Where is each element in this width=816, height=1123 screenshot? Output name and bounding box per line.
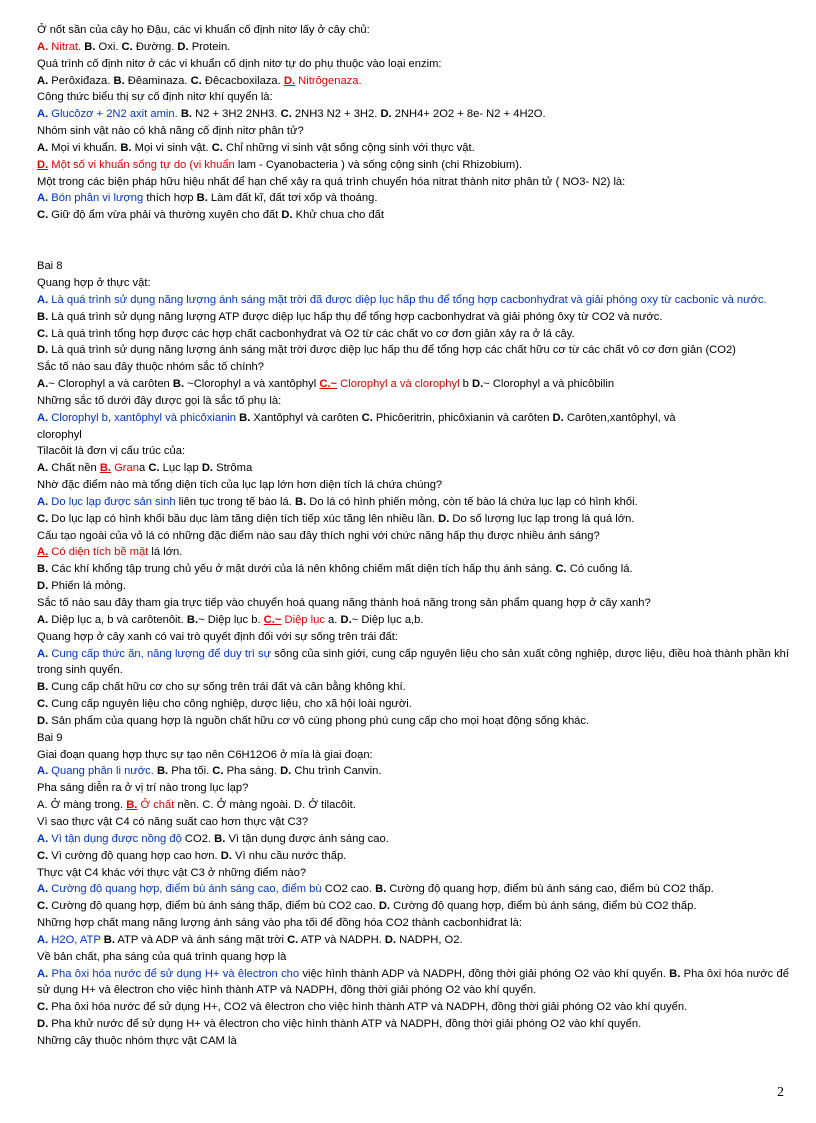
text-segment: C. — [121, 40, 133, 53]
text-segment: Oxi. — [95, 40, 122, 53]
text-segment: Khử chua cho đất — [292, 209, 385, 222]
text-line — [37, 106, 789, 123]
text-segment: D. — [220, 849, 232, 862]
text-segment: Sản phẩm của quang hợp là nguồn chất hữu cơ vô cùng phong phú cung cấp cho mọi hoạt động sống khác. — [48, 714, 590, 727]
text-line — [37, 797, 789, 814]
text-segment: Quá trình cố định nitơ ở các vi khuẩn cố dịnh nitơ tự do phụ thuộc vào loại enzim: — [37, 57, 442, 70]
text-segment: Cường độ quang hợp, điểm bù ánh sáng, điểm bù CO2 thấp. — [390, 900, 697, 913]
answer-highlight: Clorophyl b, xantôphyl và phicôxianin — [48, 411, 236, 424]
text-segment: A. Ở màng trong. — [37, 799, 127, 812]
text-segment: Pha tối. — [168, 765, 213, 778]
answer-highlight: H2O, ATP — [48, 933, 101, 946]
text-segment: Quang hợp ở cây xanh có vai trò quyết định đối với sự sống trên trái đất: — [37, 630, 398, 643]
text-segment: B. — [37, 563, 49, 576]
text-line — [37, 1033, 789, 1050]
text-segment: C. — [280, 108, 292, 121]
section-title: Bai 8 — [37, 260, 63, 273]
text-line — [37, 966, 789, 1000]
text-line — [37, 578, 789, 595]
text-segment: CO2 cao. — [321, 883, 376, 896]
text-segment: việc hình thành ADP và NADPH, đồng thời giải phóng O2 vào khí quyển. — [299, 967, 670, 980]
text-segment: Pha khử nước để sử dụng H+ và êlectron cho việc hình thành ATP và NADPH, đồng thời giải phóng O2 vào khí quyển. — [48, 1018, 642, 1031]
answer-highlight: A. — [37, 40, 49, 53]
text-segment: Về bản chất, pha sáng của quá trình quang hợp là — [37, 950, 287, 963]
answer-highlight: A. — [37, 647, 49, 660]
text-segment: a — [138, 462, 149, 475]
text-segment: C. — [37, 698, 49, 711]
text-segment: D. — [281, 209, 293, 222]
text-line — [37, 123, 789, 140]
text-segment: ~ Diệp lục a,b. — [351, 613, 424, 626]
text-segment: D. — [280, 765, 292, 778]
text-line — [37, 763, 789, 780]
text-segment: Do lục lạp có hình khối bầu dục làm tăng diện tích tiếp xúc tăng lên nhiều lần. — [48, 512, 439, 525]
text-segment: C. — [361, 411, 373, 424]
text-segment: Nhóm sinh vật nào có khả năng cố định nitơ phân tử? — [37, 125, 304, 138]
answer-highlight: A. — [37, 192, 49, 205]
text-segment: D. — [201, 462, 213, 475]
answer-highlight: Cường độ quang hợp, điểm bù ánh sáng cao, điểm bù — [48, 883, 322, 896]
text-line — [37, 629, 789, 646]
text-segment: Pha sáng. — [223, 765, 281, 778]
text-segment: Những sắc tố dưới đây được gọi là sắc tố phụ là: — [37, 394, 282, 407]
text-segment: D. — [340, 613, 352, 626]
text-segment: ~ Clorophyl a và phicôbilin — [483, 378, 615, 391]
text-line — [37, 494, 789, 511]
section-title: Bai 9 — [37, 731, 63, 744]
text-segment: Sắc tố nào sau đây tham gia trực tiếp vào chuyển hoá quang năng thành hoá năng trong sản phẩm quang hợp ở cây xanh? — [37, 597, 651, 609]
text-line — [37, 73, 789, 90]
text-segment: C. — [37, 900, 49, 913]
text-segment: Là quá trình sử dụng năng lượng ánh sáng mặt trời được diệp lục hấp thu để tổng hợp các chất hữu cơ từ các chất vô cơ đơn giản (CO2) — [48, 344, 736, 357]
text-line — [37, 713, 789, 730]
text-segment: thích hợp — [143, 192, 197, 205]
text-segment: B. — [186, 613, 199, 626]
text-segment: C. — [37, 512, 49, 525]
text-segment: B. — [103, 933, 115, 946]
text-segment: Cấu tạo ngoài của vỏ lá có những đặc điểm nào sau đây thích nghi với chức năng hấp thụ được nhiều ánh sáng? — [37, 529, 600, 542]
answer-highlight: A. — [37, 832, 49, 845]
text-segment: 2NH3 N2 + 3H2. — [291, 108, 381, 121]
text-segment: ~ Clorophyl a và carôten — [48, 378, 173, 391]
text-segment: A. — [37, 613, 49, 626]
text-segment: Vì tận dụng được ánh sáng cao. — [225, 832, 389, 845]
text-segment: Carôten,xantôphyl, và — [563, 411, 676, 424]
text-segment: B. — [375, 883, 387, 896]
text-segment: Pha ôxi hóa nước để sử dụng H+, CO2 và êlectron cho việc hình thành ATP và NADPH, đồng thời giải phóng O2 vào khí quyển. — [48, 1001, 688, 1014]
text-segment: Những cây thuộc nhóm thực vật CAM là — [37, 1034, 237, 1047]
text-segment: Đêcacboxilaza. — [201, 74, 284, 87]
text-line — [37, 157, 789, 174]
text-segment: Nhờ đặc điểm nào mà tổng diện tích của lục lạp lớn hơn diện tích lá chứa chúng? — [37, 479, 443, 492]
text-segment: C. — [287, 933, 299, 946]
answer-highlight: A. — [37, 495, 49, 508]
text-segment: C. — [148, 462, 160, 475]
text-line — [37, 376, 789, 393]
answer-highlight: Một số vi khuẩn sống tự do (vi khuẩn — [48, 158, 235, 171]
text-line — [37, 56, 789, 73]
text-line — [37, 326, 789, 343]
text-line — [37, 207, 789, 224]
text-segment: ATP và ADP và ánh sáng mặt trời — [114, 933, 288, 946]
text-segment: B. — [295, 495, 307, 508]
answer-highlight: Nitrat. — [48, 40, 82, 53]
text-segment: liên tục trong tế bào lá. — [175, 495, 295, 508]
text-line — [37, 410, 789, 427]
text-segment: Vì nhu cầu nước thấp. — [231, 849, 347, 862]
page-number: 2 — [777, 1085, 784, 1100]
answer-highlight: Cung cấp thức ăn, năng lượng để duy trì sự — [48, 647, 272, 660]
text-line — [37, 646, 789, 680]
text-segment: B. — [120, 141, 132, 154]
text-segment: A. — [37, 378, 49, 391]
text-segment: lá lớn. — [148, 546, 183, 559]
text-segment: C. — [37, 849, 49, 862]
text-line — [37, 309, 789, 326]
text-segment: C. — [37, 209, 49, 222]
text-segment: Những hợp chất mang năng lượng ánh sáng vào pha tối để đồng hóa CO2 thành cacbonhiđrat là: — [37, 917, 522, 930]
answer-highlight: Do lục lạp được sản sinh — [48, 495, 176, 508]
text-segment: Do số lượng lục lạp trong lá quá lớn. — [449, 512, 635, 525]
text-segment: Sắc tố nào sau đây thuộc nhóm sắc tố chính? — [37, 361, 265, 374]
text-segment: C. — [37, 327, 49, 340]
text-segment: Cường độ quang hợp, điểm bù ánh sáng cao, điểm bù CO2 thấp. — [386, 883, 714, 896]
text-segment: D. — [380, 108, 392, 121]
text-segment: Perôxiđaza. — [48, 74, 114, 87]
text-segment: Phicôeritrin, phicôxianin và carôten — [372, 411, 553, 424]
answer-highlight: Clorophyl a và clorophyl — [337, 378, 460, 391]
text-segment: Công thức biểu thị sự cố định nitơ khí quyển là: — [37, 91, 273, 104]
text-segment: lam - Cyanobacteria ) và sống cộng sinh (chi Rhizobium). — [234, 158, 523, 171]
text-line — [37, 999, 789, 1016]
text-segment: clorophyl — [37, 428, 82, 441]
text-segment: Chu trình Canvin. — [291, 765, 382, 778]
text-segment: N2 + 3H2 2NH3. — [192, 108, 281, 121]
answer-highlight: Bón phân vi lượng — [48, 192, 144, 205]
text-line — [37, 898, 789, 915]
text-line — [37, 1016, 789, 1033]
text-segment: Làm đất kĩ, đất tơi xốp và thoáng. — [207, 192, 378, 205]
text-segment: Pha sáng diễn ra ở vị trí nào trong lục lạp? — [37, 782, 249, 795]
text-segment: Giai đoạn quang hợp thực sự tạo nên C6H12O6 ở mía là giai đoạn: — [37, 748, 373, 761]
text-segment: Mọi vi sinh vật. — [131, 141, 212, 154]
text-line — [37, 342, 789, 359]
text-segment: Phiến lá mỏng. — [48, 580, 126, 593]
answer-highlight: Quang phân li nước. — [48, 765, 154, 778]
text-segment: Thực vật C4 khác với thực vật C3 ở những điểm nào? — [37, 866, 307, 879]
text-segment: Mọi vi khuẩn. — [48, 141, 121, 154]
text-segment: A. — [37, 74, 49, 87]
answer-highlight: Ở chất — [137, 799, 175, 812]
text-segment: Diệp lục a, b và carôtenôit. — [48, 613, 187, 626]
text-line — [37, 848, 789, 865]
text-line — [37, 140, 789, 157]
answer-highlight: A. — [37, 293, 49, 306]
text-segment: B. — [37, 310, 49, 323]
section-gap — [37, 224, 789, 258]
text-segment: B. — [84, 40, 96, 53]
answer-highlight: A. — [37, 108, 49, 121]
text-line — [37, 359, 789, 376]
text-segment: C. — [190, 74, 202, 87]
text-segment: A. — [37, 141, 49, 154]
text-segment: Cung cấp chất hữu cơ cho sự sống trên trái đất và cân bằng không khí. — [48, 681, 406, 694]
answer-highlight: B. — [126, 799, 138, 812]
text-line — [37, 528, 789, 545]
answer-highlight: D. — [283, 74, 296, 87]
text-segment: Đường. — [132, 40, 178, 53]
text-segment: Quang hợp ở thực vật: — [37, 276, 151, 289]
answer-highlight: A. — [37, 411, 49, 424]
text-segment: D. — [37, 1018, 49, 1031]
text-segment: Lục lạp — [159, 462, 202, 475]
text-segment: CO2. — [181, 832, 215, 845]
text-segment: D. — [552, 411, 564, 424]
text-segment: B. — [196, 192, 208, 205]
text-segment: Một trong các biện pháp hữu hiệu nhất để hạn chế xảy ra quá trình chuyển hóa nitrat thành nitơ phân tử ( NO3- N2) là: — [37, 175, 626, 188]
text-segment: C. — [37, 1001, 49, 1014]
text-segment: Có cuống lá. — [566, 563, 633, 576]
text-segment: Pha ôxi hóa nước để sử dụng H+ và êlectron cho việc hình thành ATP và NADPH, đồng thời giải phóng O2 vào khí quyển. — [37, 967, 789, 997]
answer-highlight: D. — [37, 158, 49, 171]
text-segment: a. — [324, 613, 341, 626]
text-line — [37, 696, 789, 713]
text-segment: Ở nốt sần của cây họ Đậu, các vi khuẩn cố định nitơ lấy ở cây chủ: — [37, 24, 370, 36]
text-segment: Cường độ quang hợp, điểm bù ánh sáng thấp, điểm bù CO2 cao. — [48, 900, 379, 913]
text-line — [37, 477, 789, 494]
text-line — [37, 949, 789, 966]
text-segment: ~ Diệp lục b. — [198, 613, 264, 626]
text-segment: B. — [669, 967, 681, 980]
text-segment: B. — [172, 378, 185, 391]
text-segment: Là quá trình tổng hợp được các hợp chất cacbonhyđrat và O2 từ các chất vo cơ đơn giản xảy ra ở lá cây. — [48, 327, 575, 340]
answer-highlight: A. — [37, 933, 49, 946]
document-page — [37, 22, 789, 1050]
text-line — [37, 22, 789, 39]
text-segment: ~Clorophyl a và xantôphyl — [184, 378, 320, 391]
text-segment: Vì cường độ quang hợp cao hơn. — [48, 849, 221, 862]
text-line — [37, 881, 789, 898]
answer-highlight: C.~ — [263, 613, 282, 626]
text-line — [37, 831, 789, 848]
text-segment: Là quá trình sử dụng năng lượng ATP được diệp lục hấp thụ để tổng hợp cacbonhydrat và giải phóng ôxy từ CO2 và nước. — [48, 310, 663, 323]
answer-highlight: Gran — [111, 462, 139, 475]
text-segment: B. — [37, 681, 49, 694]
text-segment: D. — [37, 580, 49, 593]
answer-highlight: Vì tận dụng được nồng độ — [48, 832, 182, 845]
text-line — [37, 780, 789, 797]
text-segment: Các khí khổng tập trung chủ yếu ở mặt dưới của lá nên không chiếm mất diện tích hấp thụ ánh sáng. — [48, 563, 556, 576]
text-segment: nền. C. Ở màng ngoài. D. Ở tilacôit. — [174, 799, 356, 812]
text-line — [37, 275, 789, 292]
text-line — [37, 190, 789, 207]
text-segment: C. — [211, 141, 223, 154]
answer-highlight: A. — [37, 546, 49, 559]
text-line — [37, 679, 789, 696]
text-segment: sống của sinh giới, cung cấp nguyên liệu cho sản xuất công nghiệp, dược liệu, điều hoà thành phần khí trong sinh quyển. — [37, 647, 789, 677]
answer-highlight: Pha ôxi hóa nước để sử dụng H+ và êlectron cho — [48, 967, 300, 980]
answer-highlight: Glucôzơ + 2N2 axit amin. — [48, 108, 178, 121]
text-segment: Xantôphyl và carôten — [250, 411, 362, 424]
text-segment: D. — [37, 344, 49, 357]
text-line — [37, 460, 789, 477]
text-line — [37, 544, 789, 561]
text-segment: D. — [438, 512, 450, 525]
text-segment: Cung cấp nguyên liệu cho công nghiệp, dược liệu, cho xã hội loài người. — [48, 698, 412, 711]
text-line — [37, 292, 789, 309]
answer-highlight: Diệp lục — [281, 613, 325, 626]
text-line — [37, 915, 789, 932]
text-line — [37, 427, 789, 444]
answer-highlight: Nitrôgenaza. — [295, 74, 362, 87]
text-line — [37, 443, 789, 460]
answer-highlight: Có diện tích bề mặt — [48, 546, 149, 559]
text-line — [37, 865, 789, 882]
text-line — [37, 612, 789, 629]
text-segment: Tilacôit là đơn vị cấu trúc của: — [37, 445, 186, 458]
answer-highlight: A. — [37, 883, 49, 896]
text-segment: B. — [180, 108, 193, 121]
text-segment: Do lá có hình phiến mỏng, còn tế bào lá chứa lục lạp có hình khối. — [306, 495, 638, 508]
text-segment: C. — [212, 765, 224, 778]
answer-highlight: A. — [37, 765, 49, 778]
text-segment: D. — [37, 714, 49, 727]
text-segment: NADPH, O2. — [396, 933, 463, 946]
text-segment: B. — [239, 411, 251, 424]
text-segment: D. — [378, 900, 391, 913]
text-line — [37, 814, 789, 831]
text-segment: ATP và NADPH. — [298, 933, 385, 946]
text-segment: b — [459, 378, 473, 391]
answer-highlight: Là quá trình sử dụng năng lượng ánh sáng mặt trời đã được diệp lục hấp thu để tổng hợp cacbonhyđrat và giải phóng oxy từ cacbonic và nước. — [48, 293, 767, 306]
text-line — [37, 561, 789, 578]
text-segment: 2NH4+ 2O2 + 8e- N2 + 4H2O. — [391, 108, 546, 121]
text-line — [37, 511, 789, 528]
text-segment: B. — [156, 765, 169, 778]
answer-highlight: A. — [37, 967, 49, 980]
text-line — [37, 89, 789, 106]
text-segment: A. — [37, 462, 49, 475]
text-line — [37, 174, 789, 191]
text-segment: D. — [384, 933, 397, 946]
text-line — [37, 747, 789, 764]
text-segment: Protein. — [188, 40, 231, 53]
text-segment: Đêaminaza. — [124, 74, 191, 87]
answer-highlight: C.~ — [319, 378, 338, 391]
text-segment: Chất nền — [48, 462, 100, 475]
answer-highlight: B. — [99, 462, 111, 475]
text-segment: Vì sao thực vật C4 có năng suất cao hơn thực vật C3? — [37, 815, 309, 828]
text-segment: Strôma — [213, 462, 253, 475]
text-segment: B. — [113, 74, 125, 87]
text-segment: D. — [472, 378, 484, 391]
text-segment: C. — [555, 563, 567, 576]
text-line — [37, 595, 789, 612]
text-segment: D. — [177, 40, 189, 53]
text-segment: Chỉ những vi sinh vật sống cộng sinh với thực vật. — [222, 141, 475, 154]
text-segment: B. — [214, 832, 226, 845]
text-line — [37, 932, 789, 949]
text-line — [37, 39, 789, 56]
text-segment: Giữ độ ẩm vừa phải và thường xuyên cho đất — [48, 209, 282, 222]
text-line — [37, 393, 789, 410]
